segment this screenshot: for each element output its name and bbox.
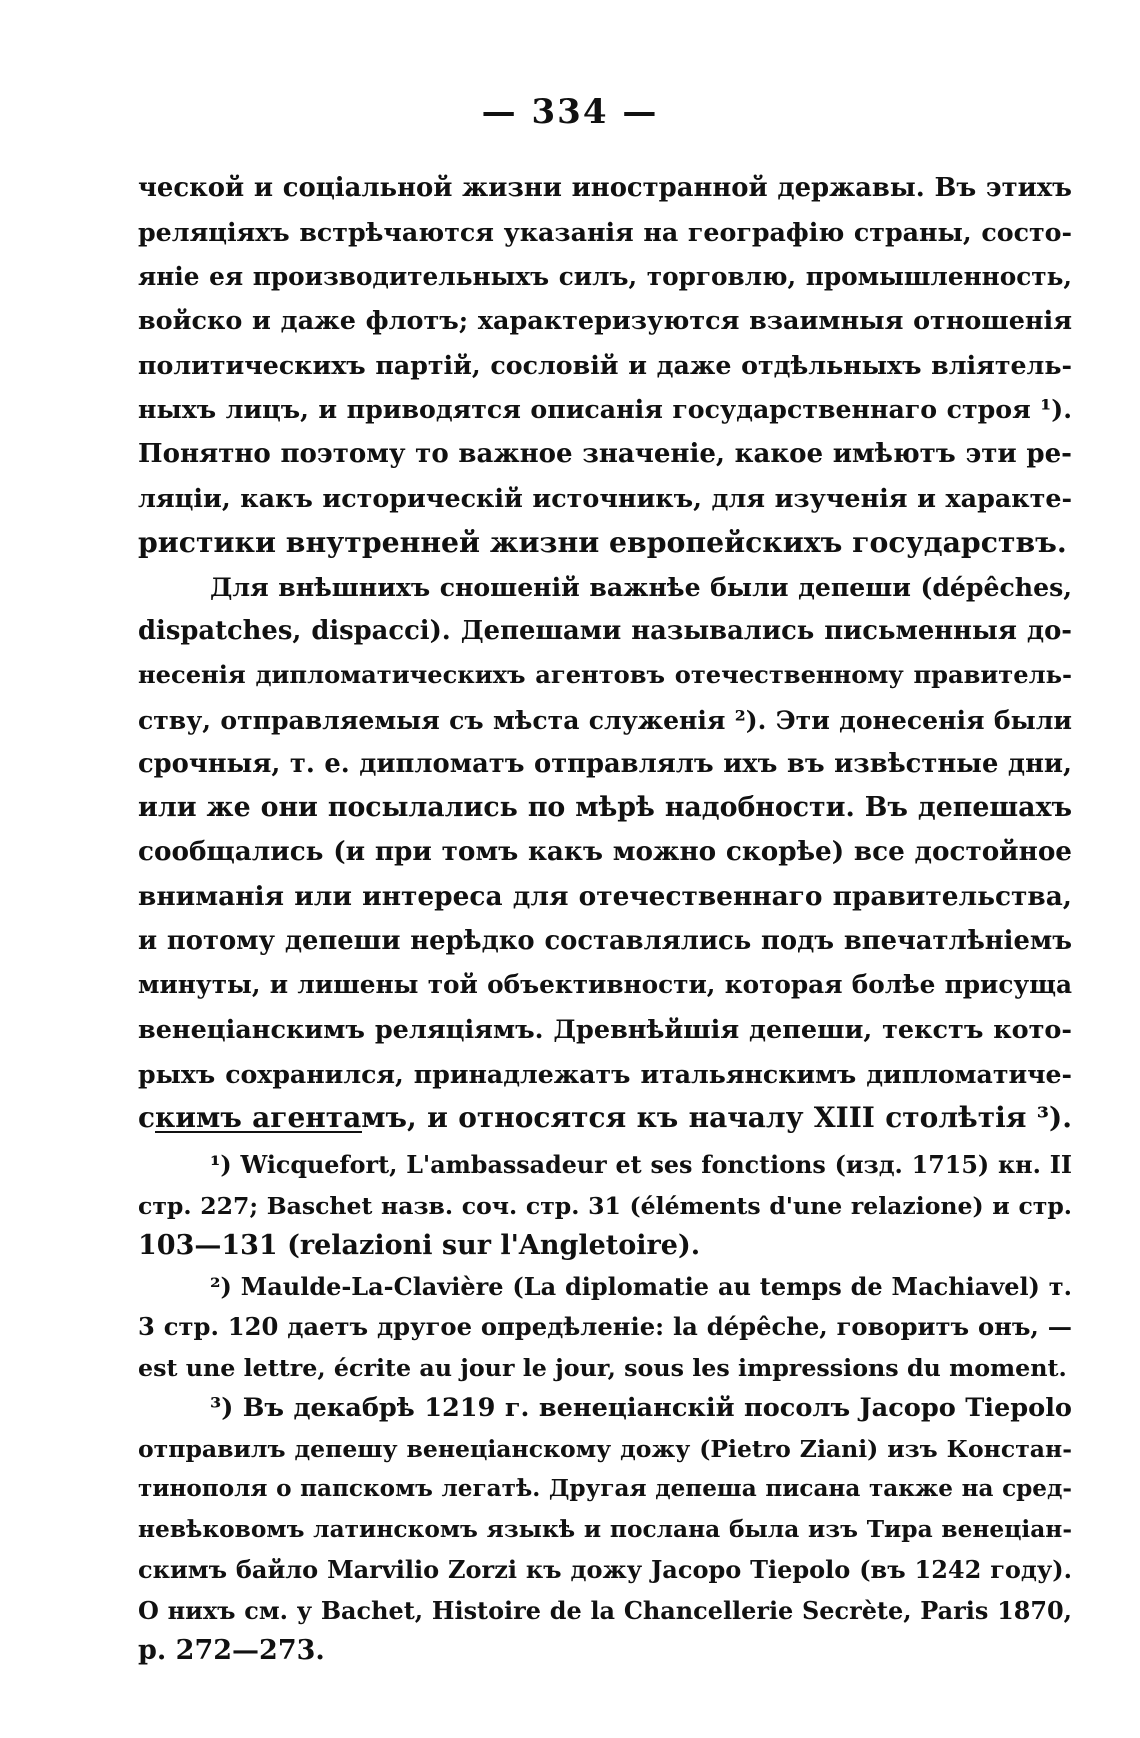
main-text-body (138, 166, 1072, 1141)
footnote-2-line: ²) Maulde-La-Clavière (La diplomatie au temps de Machiavel) т. (210, 1271, 1072, 1301)
footnote-line: невѣковомъ латинскомъ языкѣ и послана была изъ Тира венеціан- (138, 1515, 1072, 1543)
footnote-line: О нихъ см. у Bachet, Histoire de la Chancellerie Secrète, Paris 1870, (138, 1596, 1072, 1625)
text-line: вниманія или интереса для отечественнаго правительства, (138, 880, 1072, 912)
text-line: Понятно поэтому то важное значеніе, какое имѣютъ эти ре- (138, 438, 1072, 469)
footnote-line: стр. 227; Baschet назв. соч. стр. 31 (éléments d'une relazione) и стр. (138, 1191, 1072, 1220)
text-line: ляціи, какъ историческій источникъ, для изученія и характе- (138, 483, 1072, 514)
text-line: ческой и соціальной жизни иностранной державы. Въ этихъ (138, 173, 1072, 203)
footnote-line: тинополя о папскомъ легатѣ. Другая депеша писана также на сред- (138, 1475, 1072, 1502)
text-line: несенія дипломатическихъ агентовъ отечественному правитель- (138, 660, 1072, 690)
footnote-line: est une lettre, écrite au jour le jour, sous les impressions du moment. (138, 1353, 1067, 1382)
text-line: dispatches, dispacci). Депешами назывались письменныя до- (138, 615, 1072, 646)
text-line: срочныя, т. е. дипломатъ отправлялъ ихъ въ извѣстные дни, (138, 748, 1072, 779)
text-line: ныхъ лицъ, и приводятся описанія государственнаго строя ¹). (138, 394, 1072, 425)
text-line: ристики внутренней жизни европейскихъ государствъ. (138, 525, 1067, 560)
footnote-line: 3 стр. 120 даетъ другое опредѣленіе: la dépêche, говоритъ онъ, — (138, 1312, 1072, 1341)
text-line: и потому депеши нерѣдко составлялись подъ впечатлѣніемъ (138, 926, 1072, 957)
footnote-separator (155, 1131, 362, 1133)
text-line: войско и даже флотъ; характеризуются взаимныя отношенія (138, 305, 1072, 336)
text-line: или же они посылались по мѣрѣ надобности. Въ депешахъ (138, 792, 1072, 824)
footnote-line: отправилъ депешу венеціанскому дожу (Pietro Ziani) изъ Констан- (138, 1434, 1072, 1463)
footnotes (138, 1145, 1072, 1672)
text-line: яніе ея производительныхъ силъ, торговлю, промышленность, (138, 261, 1072, 291)
page-number: — 334 — (481, 92, 659, 132)
footnote-1-line: ¹) Wicquefort, L'ambassadeur et ses fonctions (изд. 1715) кн. II (210, 1151, 1072, 1179)
text-line: ству, отправляемыя съ мѣста служенія ²). Эти донесенія были (138, 704, 1072, 735)
text-line: реляціяхъ встрѣчаются указанія на географію страны, состо- (138, 217, 1072, 248)
text-line: минуты, и лишены той объективности, которая болѣе присуща (138, 970, 1072, 1000)
footnote-line: 103—131 (relazioni sur l'Angletoire). (138, 1230, 701, 1261)
text-line: рыхъ сохранился, принадлежатъ итальянскимъ дипломатиче- (138, 1058, 1072, 1089)
text-line: сообщались (и при томъ какъ можно скорѣе) все достойное (138, 836, 1072, 868)
text-line: скимъ агентамъ, и относятся къ началу XIII столѣтія ³). (138, 1101, 1072, 1135)
footnote-line: p. 272—273. (138, 1635, 325, 1666)
footnote-line: скимъ байло Marvilio Zorzi къ дожу Jacopo Tiepolo (въ 1242 году). (138, 1555, 1072, 1584)
text-line: венеціанскимъ реляціямъ. Древнѣйшія депеши, текстъ кото- (138, 1014, 1072, 1045)
footnote-3-line: ³) Въ декабрѣ 1219 г. венеціанскій посолъ Jacopo Tiepolo (210, 1393, 1072, 1423)
text-line: политическихъ партій, сословій и даже отдѣльныхъ вліятель- (138, 350, 1072, 381)
paragraph-start-line: Для внѣшнихъ сношеній важнѣе были депеши (dépêches, (210, 571, 1072, 602)
